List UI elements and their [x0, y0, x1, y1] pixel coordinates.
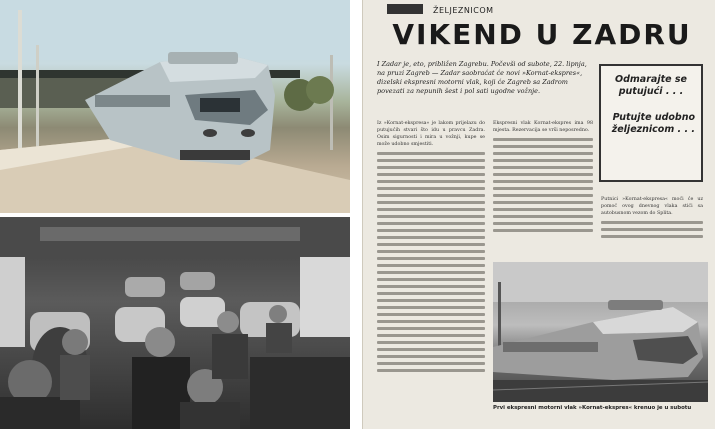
- article-headline: VIKEND U ZADRU: [392, 18, 692, 51]
- newspaper-train-illustration: [493, 262, 708, 402]
- train-station-photo: [0, 0, 350, 213]
- article-column-2: [493, 120, 593, 255]
- passengers-illustration: [0, 217, 350, 429]
- article-column-3: [601, 196, 703, 256]
- newspaper-clipping: [362, 0, 715, 429]
- column-2-text: Ekspresni vlak Kornat-ekspres ima 98 mjesta. Rezervacija se vrši neposredno.: [493, 121, 593, 133]
- slogan-line-2: Putujte udobno željeznicom . . .: [611, 112, 695, 135]
- newspaper-logo: [387, 4, 423, 14]
- photo-caption: Prvi ekspresni motorni vlak »Kornat-ekspres« krenuo je u subotu: [493, 405, 692, 411]
- article-lead: I Zadar je, eto, približen Zagrebu. Počevši od subote, 22. lipnja, na pruzi Zagreb — Zadar saobraćat će novi »Kornat-ekspres«, dizelski ekspresni motorni vlak, koji će Zagreb sa Zadrom povezati za nepunih šest i pol sati ugodne vožnje.: [377, 60, 587, 95]
- newspaper-train-photo: [493, 262, 708, 402]
- column-3-text: Putnici »Kornat-ekspresa« moći će uz pomoć ovog dnevnog vlaka stići sa autobusnom vezom do Splita.: [601, 197, 703, 216]
- article-column-1: [377, 120, 485, 420]
- slogan-line-1: Odmarajte se putujući . . .: [615, 74, 687, 97]
- train-interior-photo: [0, 217, 350, 429]
- column-1-text: Iz »Kornat-ekspresa« je lakom prijelazu do putujućih stvari što idu u pravcu Zadra. Osim sigurnosti i mira u vožnji, kupe se može udobno smjestiti.: [377, 121, 485, 147]
- slogan-box: [599, 64, 703, 182]
- article-kicker: ŽELJEZNICOM: [433, 6, 494, 15]
- train-station-illustration: [0, 0, 350, 213]
